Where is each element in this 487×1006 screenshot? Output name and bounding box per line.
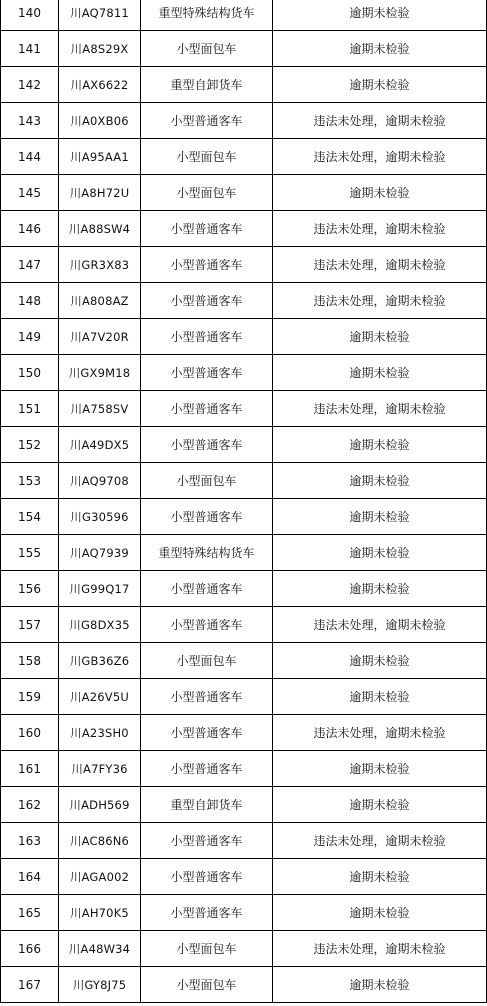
plate-number-cell: 川A7V20R xyxy=(59,319,141,355)
row-number-cell: 157 xyxy=(1,607,59,643)
status-cell: 逾期未检验 xyxy=(273,427,487,463)
row-number-cell: 150 xyxy=(1,355,59,391)
row-number-cell: 158 xyxy=(1,643,59,679)
table-row xyxy=(1,751,487,787)
row-number-cell: 163 xyxy=(1,823,59,859)
plate-number-cell: 川GX9M18 xyxy=(59,355,141,391)
row-number-cell: 142 xyxy=(1,67,59,103)
vehicle-type-cell: 小型普通客车 xyxy=(141,427,273,463)
plate-number-cell: 川A49DX5 xyxy=(59,427,141,463)
row-number-cell: 140 xyxy=(1,0,59,31)
vehicle-type-cell: 小型面包车 xyxy=(141,643,273,679)
vehicle-type-cell: 小型面包车 xyxy=(141,175,273,211)
table-row xyxy=(1,175,487,211)
table-row xyxy=(1,607,487,643)
vehicle-type-cell: 小型普通客车 xyxy=(141,103,273,139)
vehicle-type-cell: 重型自卸货车 xyxy=(141,67,273,103)
vehicle-type-cell: 小型普通客车 xyxy=(141,283,273,319)
table-row xyxy=(1,31,487,67)
status-cell: 逾期未检验 xyxy=(273,175,487,211)
row-number-cell: 166 xyxy=(1,931,59,967)
vehicle-type-cell: 小型面包车 xyxy=(141,967,273,1003)
vehicle-type-cell: 小型普通客车 xyxy=(141,391,273,427)
vehicle-type-cell: 小型普通客车 xyxy=(141,571,273,607)
vehicle-type-cell: 小型普通客车 xyxy=(141,823,273,859)
table-row xyxy=(1,391,487,427)
vehicle-type-cell: 小型普通客车 xyxy=(141,679,273,715)
plate-number-cell: 川AX6622 xyxy=(59,67,141,103)
plate-number-cell: 川AQ9708 xyxy=(59,463,141,499)
status-cell: 逾期未检验 xyxy=(273,31,487,67)
table-row xyxy=(1,967,487,1003)
row-number-cell: 149 xyxy=(1,319,59,355)
vehicle-type-cell: 小型普通客车 xyxy=(141,895,273,931)
status-cell: 逾期未检验 xyxy=(273,787,487,823)
row-number-cell: 153 xyxy=(1,463,59,499)
plate-number-cell: 川AQ7811 xyxy=(59,0,141,31)
status-cell: 违法未处理，逾期未检验 xyxy=(273,211,487,247)
row-number-cell: 152 xyxy=(1,427,59,463)
plate-number-cell: 川AH70K5 xyxy=(59,895,141,931)
row-number-cell: 146 xyxy=(1,211,59,247)
vehicle-type-cell: 小型面包车 xyxy=(141,31,273,67)
table-row xyxy=(1,895,487,931)
vehicle-type-cell: 重型特殊结构货车 xyxy=(141,0,273,31)
status-cell: 违法未处理，逾期未检验 xyxy=(273,139,487,175)
status-cell: 违法未处理，逾期未检验 xyxy=(273,823,487,859)
plate-number-cell: 川ADH569 xyxy=(59,787,141,823)
table-row xyxy=(1,103,487,139)
vehicle-type-cell: 小型普通客车 xyxy=(141,751,273,787)
vehicle-table-body xyxy=(1,0,487,1003)
plate-number-cell: 川G99Q17 xyxy=(59,571,141,607)
plate-number-cell: 川GR3X83 xyxy=(59,247,141,283)
vehicle-type-cell: 小型面包车 xyxy=(141,139,273,175)
table-row xyxy=(1,139,487,175)
table-row xyxy=(1,463,487,499)
plate-number-cell: 川AQ7939 xyxy=(59,535,141,571)
row-number-cell: 147 xyxy=(1,247,59,283)
vehicle-type-cell: 小型面包车 xyxy=(141,463,273,499)
row-number-cell: 144 xyxy=(1,139,59,175)
status-cell: 违法未处理，逾期未检验 xyxy=(273,247,487,283)
vehicle-type-cell: 小型普通客车 xyxy=(141,607,273,643)
table-row xyxy=(1,715,487,751)
row-number-cell: 154 xyxy=(1,499,59,535)
status-cell: 逾期未检验 xyxy=(273,643,487,679)
row-number-cell: 161 xyxy=(1,751,59,787)
status-cell: 逾期未检验 xyxy=(273,355,487,391)
plate-number-cell: 川AC86N6 xyxy=(59,823,141,859)
row-number-cell: 148 xyxy=(1,283,59,319)
status-cell: 逾期未检验 xyxy=(273,463,487,499)
status-cell: 逾期未检验 xyxy=(273,67,487,103)
row-number-cell: 162 xyxy=(1,787,59,823)
vehicle-type-cell: 小型普通客车 xyxy=(141,319,273,355)
table-row xyxy=(1,0,487,31)
plate-number-cell: 川A48W34 xyxy=(59,931,141,967)
row-number-cell: 155 xyxy=(1,535,59,571)
status-cell: 逾期未检验 xyxy=(273,319,487,355)
plate-number-cell: 川A23SH0 xyxy=(59,715,141,751)
table-row xyxy=(1,247,487,283)
status-cell: 逾期未检验 xyxy=(273,535,487,571)
plate-number-cell: 川GY8J75 xyxy=(59,967,141,1003)
status-cell: 逾期未检验 xyxy=(273,895,487,931)
table-row xyxy=(1,679,487,715)
plate-number-cell: 川A95AA1 xyxy=(59,139,141,175)
status-cell: 违法未处理，逾期未检验 xyxy=(273,931,487,967)
status-cell: 违法未处理，逾期未检验 xyxy=(273,715,487,751)
row-number-cell: 159 xyxy=(1,679,59,715)
plate-number-cell: 川A88SW4 xyxy=(59,211,141,247)
status-cell: 逾期未检验 xyxy=(273,499,487,535)
row-number-cell: 160 xyxy=(1,715,59,751)
status-cell: 违法未处理，逾期未检验 xyxy=(273,283,487,319)
vehicle-type-cell: 小型普通客车 xyxy=(141,355,273,391)
vehicle-type-cell: 小型普通客车 xyxy=(141,859,273,895)
status-cell: 违法未处理，逾期未检验 xyxy=(273,103,487,139)
table-row xyxy=(1,787,487,823)
plate-number-cell: 川A26V5U xyxy=(59,679,141,715)
vehicle-type-cell: 小型面包车 xyxy=(141,931,273,967)
status-cell: 违法未处理，逾期未检验 xyxy=(273,607,487,643)
status-cell: 逾期未检验 xyxy=(273,571,487,607)
table-row xyxy=(1,427,487,463)
vehicle-type-cell: 小型普通客车 xyxy=(141,499,273,535)
row-number-cell: 167 xyxy=(1,967,59,1003)
status-cell: 逾期未检验 xyxy=(273,859,487,895)
plate-number-cell: 川G30596 xyxy=(59,499,141,535)
status-cell: 逾期未检验 xyxy=(273,679,487,715)
table-row xyxy=(1,355,487,391)
row-number-cell: 151 xyxy=(1,391,59,427)
plate-number-cell: 川A8H72U xyxy=(59,175,141,211)
table-row xyxy=(1,859,487,895)
status-cell: 逾期未检验 xyxy=(273,751,487,787)
row-number-cell: 165 xyxy=(1,895,59,931)
row-number-cell: 156 xyxy=(1,571,59,607)
plate-number-cell: 川A808AZ xyxy=(59,283,141,319)
status-cell: 违法未处理，逾期未检验 xyxy=(273,391,487,427)
table-row xyxy=(1,643,487,679)
status-cell: 逾期未检验 xyxy=(273,0,487,31)
plate-number-cell: 川GB36Z6 xyxy=(59,643,141,679)
table-row xyxy=(1,931,487,967)
plate-number-cell: 川G8DX35 xyxy=(59,607,141,643)
table-row xyxy=(1,67,487,103)
plate-number-cell: 川A758SV xyxy=(59,391,141,427)
row-number-cell: 145 xyxy=(1,175,59,211)
vehicle-type-cell: 小型普通客车 xyxy=(141,715,273,751)
table-row xyxy=(1,571,487,607)
table-row xyxy=(1,535,487,571)
plate-number-cell: 川A0XB06 xyxy=(59,103,141,139)
plate-number-cell: 川AGA002 xyxy=(59,859,141,895)
vehicle-type-cell: 重型特殊结构货车 xyxy=(141,535,273,571)
row-number-cell: 164 xyxy=(1,859,59,895)
table-row xyxy=(1,319,487,355)
plate-number-cell: 川A8S29X xyxy=(59,31,141,67)
vehicle-type-cell: 小型普通客车 xyxy=(141,211,273,247)
status-cell: 逾期未检验 xyxy=(273,967,487,1003)
vehicle-type-cell: 小型普通客车 xyxy=(141,247,273,283)
vehicle-type-cell: 重型自卸货车 xyxy=(141,787,273,823)
plate-number-cell: 川A7FY36 xyxy=(59,751,141,787)
table-row xyxy=(1,283,487,319)
table-row xyxy=(1,499,487,535)
table-row xyxy=(1,823,487,859)
row-number-cell: 143 xyxy=(1,103,59,139)
table-row xyxy=(1,211,487,247)
row-number-cell: 141 xyxy=(1,31,59,67)
